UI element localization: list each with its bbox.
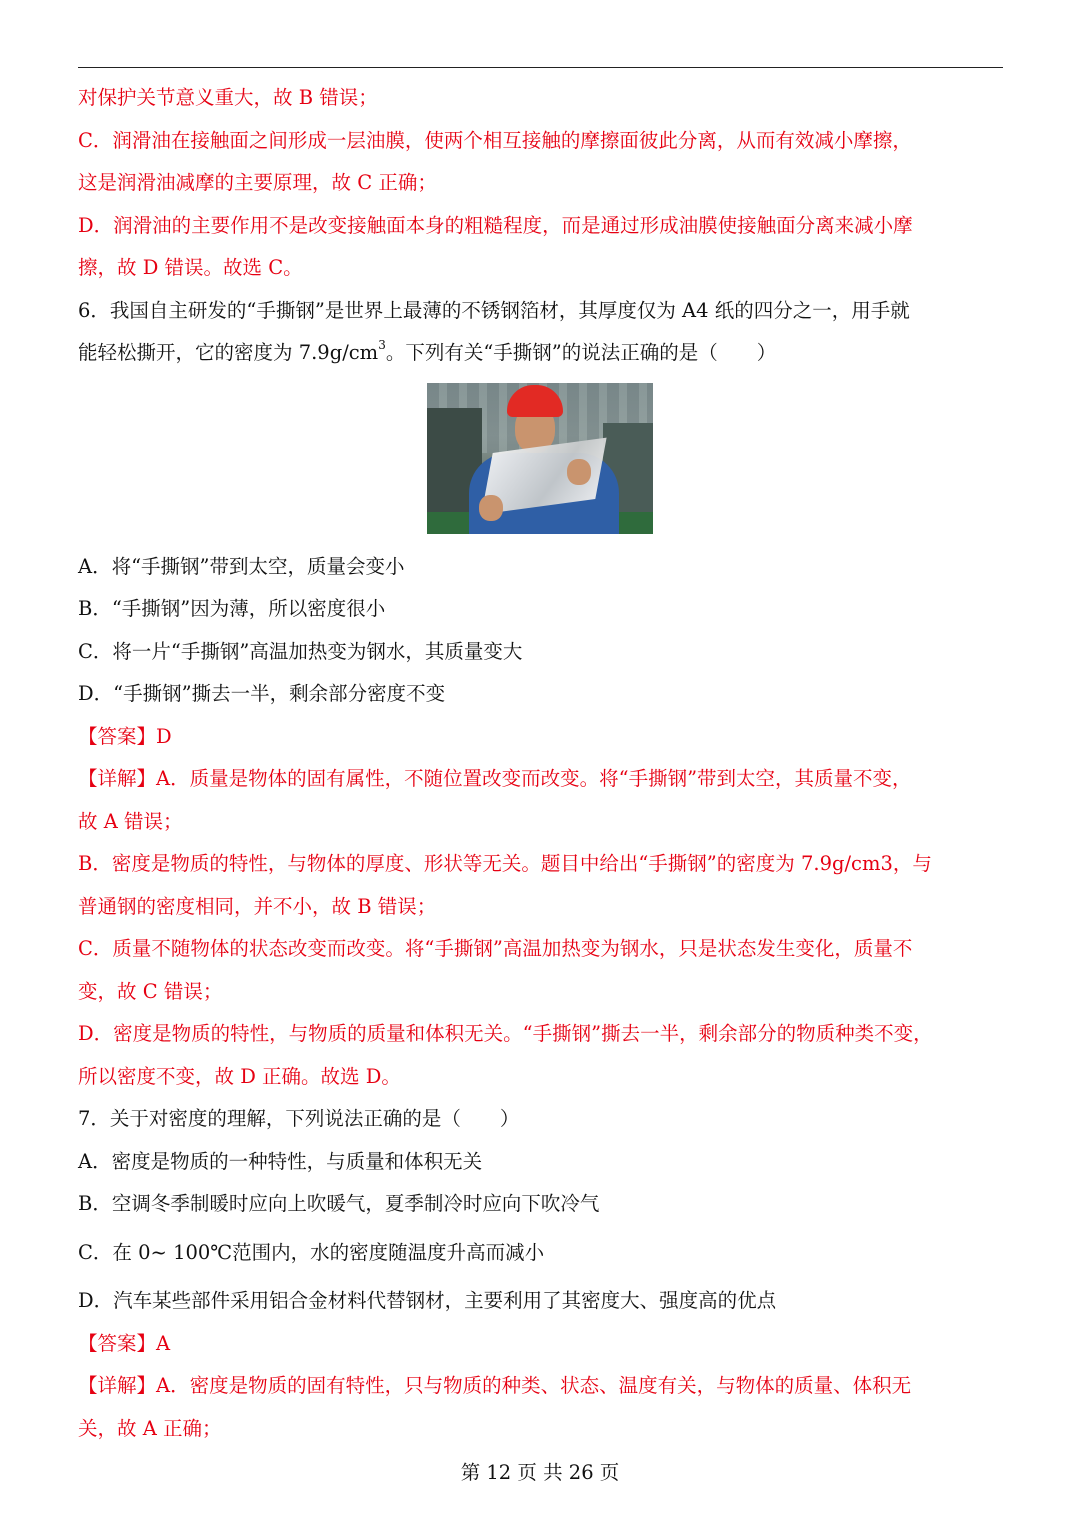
superscript: 3: [378, 338, 386, 352]
question-6-stem-2: [78, 332, 1004, 375]
detail-label: 【详解】: [78, 767, 157, 790]
answer-line: [78, 716, 1004, 759]
text-line: 对保护关节意义重大，故 B 错误；: [78, 86, 378, 109]
option-c: C．将一片“手撕钢”高温加热变为钢水，其质量变大: [78, 639, 523, 663]
detail-text: A．密度是物质的固有特性，只与物质的种类、状态、温度有关，与物体的质量、体积无: [156, 1374, 912, 1397]
detail-line: 普通钢的密度相同，并不小，故 B 错误；: [78, 894, 437, 918]
page-footer: 第 12 页 共 26 页: [460, 1461, 620, 1484]
detail-label: 【详解】: [78, 1374, 157, 1397]
detail-line: C．质量不随物体的状态改变而改变。将“手撕钢”高温加热变为钢水，只是状态发生变化，质量不: [78, 937, 913, 960]
option-d: D．“手撕钢”撕去一半，剩余部分密度不变: [78, 682, 446, 705]
option-b: B．空调冬季制暖时应向上吹暖气，夏季制冷时应向下吹冷气: [78, 1192, 600, 1215]
detail-line: [78, 1365, 1004, 1408]
answer-label: 【答案】: [78, 1331, 157, 1355]
option-c: C．在 0~ 100℃范围内，水的密度随温度升高而减小: [78, 1240, 545, 1264]
stem-text: 能轻松撕开，它的密度为 7.9g/cm: [78, 341, 379, 364]
text-line: C．润滑油在接触面之间形成一层油膜，使两个相互接触的摩擦面彼此分离，从而有效减小摩擦，: [78, 128, 912, 152]
text-line: 擦，故 D 错误。故选 C。: [78, 256, 303, 279]
header-rule: [78, 67, 1003, 68]
option-d: D．汽车某些部件采用铝合金材料代替钢材，主要利用了其密度大、强度高的优点: [78, 1289, 777, 1312]
detail-line: [78, 758, 1004, 801]
option-a: A．将“手撕钢”带到太空，质量会变小: [78, 554, 405, 578]
answer-label: 【答案】: [78, 724, 157, 748]
worker-tearing-steel-foil-photo: [427, 383, 653, 534]
page-content: [78, 77, 1004, 1450]
detail-line: D．密度是物质的特性，与物质的质量和体积无关。“手撕钢”撕去一半，剩余部分的物质种类不变，: [78, 1022, 933, 1045]
detail-text: A．质量是物体的固有属性，不随位置改变而改变。将“手撕钢”带到太空，其质量不变，: [156, 767, 912, 790]
answer-line: [78, 1323, 1004, 1366]
answer-value: D: [156, 724, 172, 748]
detail-line: 变，故 C 错误；: [78, 979, 223, 1003]
option-b: B．“手撕钢”因为薄，所以密度很小: [78, 597, 386, 620]
question-7-stem: 7．关于对密度的理解，下列说法正确的是（ ）: [78, 1107, 520, 1130]
text-line: 这是润滑油减摩的主要原理，故 C 正确；: [78, 171, 437, 194]
detail-line: 故 A 错误；: [78, 809, 183, 833]
text-line: D．润滑油的主要作用不是改变接触面本身的粗糙程度，而是通过形成油膜使接触面分离来减小摩: [78, 213, 913, 237]
question-6-stem: 6．我国自主研发的“手撕钢”是世界上最薄的不锈钢箔材，其厚度仅为 A4 纸的四分之一，用手就: [78, 298, 910, 322]
stem-text: 。下列有关“手撕钢”的说法正确的是（ ）: [385, 341, 777, 364]
detail-line: 所以密度不变，故 D 正确。故选 D。: [78, 1064, 401, 1088]
option-a: A．密度是物质的一种特性，与质量和体积无关: [78, 1149, 483, 1173]
answer-value: A: [156, 1331, 171, 1355]
detail-line: 关，故 A 正确；: [78, 1416, 222, 1440]
detail-line: B．密度是物质的特性，与物体的厚度、形状等无关。题目中给出“手撕钢”的密度为 7.9g/cm3，与: [78, 852, 932, 875]
